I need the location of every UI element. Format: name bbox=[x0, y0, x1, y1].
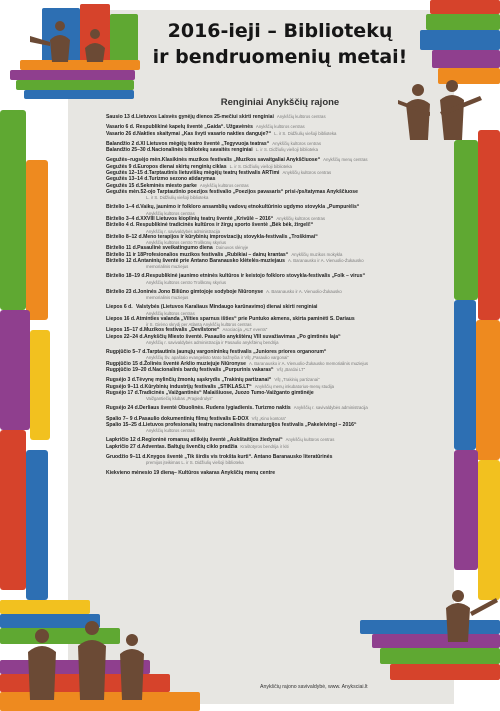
poster-footer: Anykščių rajono savivaldybė, www. Anyksciai.lt bbox=[260, 684, 368, 690]
event-row bbox=[106, 222, 406, 234]
event-organizer: Anykščių kultūros centras bbox=[276, 114, 326, 119]
event-organizer-line: memorialinis muziejus bbox=[146, 295, 189, 301]
event-title: Tarptautinis lietuviškų mėgėjų teatrų festivalis ARTimi bbox=[148, 170, 280, 177]
event-title: Respublikinė tradicinės kultūros ir žirgų sporto šventė „Bėk bėk, žirgeli!“ bbox=[136, 222, 314, 229]
event-title: Joninės Jono Biliūno gimtojoje sodyboje Niūronyse bbox=[137, 288, 264, 295]
event-title: Atminties valanda „Vilties sparnus išties“ prie Puntuko akmens, skirta paminėti S. Dariaus bbox=[136, 315, 355, 322]
event-date: Gegužės 12–15 d. bbox=[106, 170, 149, 177]
event-date: Gruodžio 9–11 d. bbox=[106, 454, 147, 461]
event-date: Rugsėjo 17 d. bbox=[106, 389, 140, 396]
event-title: Knygos šventė „Tik širdis vis trokšta kurti“. Antano Baranausko literatūrinės bbox=[146, 454, 333, 461]
event-organizer: VšĮ „Trakinių partizanai“ bbox=[274, 377, 320, 383]
event-organizer-line: Anykščių r. savivaldybės administracija ir Pasaulio anykštėnų bendrija bbox=[146, 339, 279, 345]
event-title: Muzikos festivalis „Devilstone“ bbox=[143, 327, 220, 334]
event-date: Rugsėjo 24 d. bbox=[106, 405, 140, 412]
event-organizer: Anykščių r. savivaldybės administracija bbox=[293, 405, 368, 411]
event-title: XI Lietuvos mėgėjų teatro šventė „Tegyvuoja teatras“ bbox=[140, 140, 270, 147]
event-date: Vasario 6 d. bbox=[106, 124, 135, 131]
event-row bbox=[106, 258, 406, 270]
event-row bbox=[106, 289, 406, 301]
event-date: Birželio 1–4 d. bbox=[106, 204, 141, 211]
event-title: Antaninių šventė prie Antano Baranausko klėtelės-muziejaus bbox=[137, 257, 285, 264]
event-date: Spalio 15–25 d. bbox=[106, 421, 143, 428]
poster-title-line-1: 2016-ieji – Bibliotekų bbox=[167, 20, 393, 42]
event-date: Rugpjūčio 19–20 d. bbox=[106, 366, 153, 373]
event-date: Balandžio 2 d. bbox=[106, 140, 141, 147]
event-organizer: L. ir S. Didžiulių viešoji biblioteka bbox=[274, 130, 337, 136]
event-row bbox=[106, 422, 406, 434]
event-date: Rugsėjo 9–11 d. bbox=[106, 383, 145, 390]
event-date: Birželio 18–19 d. bbox=[106, 273, 146, 280]
event-row bbox=[106, 390, 406, 402]
event-date: Birželio 12 d. bbox=[106, 257, 138, 264]
event-date: Rugpjūčio 5–7 d. bbox=[106, 349, 147, 356]
event-organizer: A. Baranausko ir A. Vienuolio-Žukausko bbox=[266, 288, 342, 294]
event-organizer: VšĮ „Kino kontora“ bbox=[251, 415, 287, 421]
book-stack-top-left bbox=[10, 4, 140, 99]
event-organizer: Anykščių muzikos mokykla bbox=[291, 251, 343, 257]
event-title: Profesionalios muzikos festivalis „Rubikiai – dainų krantas“ bbox=[143, 251, 289, 258]
event-organizer: Anykščių menų centras bbox=[323, 157, 368, 163]
event-date: Birželio 3–4 d. bbox=[106, 215, 141, 222]
event-date: Rugsėjo 3 d. bbox=[106, 377, 137, 384]
event-date: Gegužės 15 d. bbox=[106, 182, 141, 189]
poster-subtitle: Renginiai Anykščių rajone bbox=[220, 97, 340, 108]
event-row bbox=[106, 367, 406, 373]
event-date: Lapkričio 12 d. bbox=[106, 437, 142, 444]
event-row bbox=[106, 454, 406, 466]
event-date: Rugpjūčio 15 d. bbox=[106, 360, 144, 367]
event-title: – Kultūros vakaras Anykščių menų centre bbox=[173, 469, 276, 476]
event-organizer-line: Anykščių kultūros centro Troškūnų skyrius bbox=[146, 240, 226, 246]
event-organizer-line: Anykščių kultūros centro Troškūnų skyrius bbox=[146, 279, 226, 285]
event-date: Gegužės 9 d. bbox=[106, 163, 138, 170]
event-row bbox=[106, 204, 406, 216]
event-date: Birželio 11 ir 18 bbox=[106, 251, 144, 258]
event-date: Birželio 23 d. bbox=[106, 288, 138, 295]
event-title: Klasikinės muzikos festivalis „Muzikos savaitgaliai Anykščiuose“ bbox=[161, 157, 321, 164]
event-organizer-line: L. ir S. Didžiulių viešoji biblioteka bbox=[146, 195, 209, 201]
event-organizer-line: ir S. Girėno skrydį per Atlantą Anykščių kultūros centras bbox=[146, 322, 252, 328]
event-title: Respublikinė kapelų šventė „Gaida“. Užgavėnės bbox=[136, 124, 253, 131]
event-row bbox=[106, 470, 406, 476]
event-title: Meno terapijos ir kūrybinių improvizacijų stovykla-festivalis „Troškimai“ bbox=[143, 233, 318, 240]
event-organizer: A. Baranausko ir A. Vienuolio-Žukausko memorialinis muziejus bbox=[248, 360, 369, 366]
event-organizer-line: Anykščių r. savivaldybės administracija bbox=[146, 228, 221, 234]
event-organizer: Asociacija „ALT events“ bbox=[222, 327, 268, 333]
event-date: Birželio 11 d. bbox=[106, 245, 138, 252]
poster-title-line-2: ir bendruomenių metai! bbox=[152, 46, 408, 68]
event-row bbox=[106, 444, 406, 450]
event-row bbox=[106, 334, 406, 346]
event-title: Nacionalinės bibliotekų savaitės renginiai bbox=[151, 147, 253, 154]
event-organizer-line: Anykščių kultūros centras bbox=[146, 428, 195, 434]
event-row bbox=[106, 316, 406, 328]
event-date: Kiekvieno mėnesio 19 dieną bbox=[106, 469, 174, 476]
event-title: XXVIII Lietuvos kioplinių teatrų šventė „Krivūlė – 2016“ bbox=[140, 215, 274, 222]
event-row bbox=[106, 349, 406, 361]
event-organizer: Anykščių menų inkubatorius-menų studija bbox=[254, 383, 334, 389]
event-title: Pasaulinė sveikatingumo diena bbox=[137, 245, 213, 252]
event-row bbox=[106, 147, 406, 153]
event-date: Spalio 7– 9 d. bbox=[106, 415, 139, 422]
event-row bbox=[106, 189, 406, 201]
event-title: Europos dienai skirtų renginių ciklas bbox=[137, 163, 227, 170]
event-organizer-line: Anykščių kultūros centras bbox=[146, 310, 195, 316]
event-title: Žolinės šventė Arklio muziejuje Niūronyse bbox=[143, 360, 246, 367]
event-organizer-line: memorialinis muziejus bbox=[146, 264, 189, 270]
event-organizer: Anykščių kultūros centras bbox=[276, 215, 326, 221]
event-row bbox=[106, 304, 406, 316]
event-title: Anykščių Miesto šventė. Pasaulio anykštėnų VIII suvažiavimas „Po gimtinės laja“ bbox=[143, 333, 341, 340]
event-title: Lietuvos Laisvės gynėjų dienos 25-mečiui skirti renginiai bbox=[136, 114, 274, 120]
event-title: Vaikų, jaunimo ir folkloro ansamblių vadovų etnokultūrinio ugdymo stovykla „Pumpurėlis“ bbox=[140, 204, 360, 211]
event-date: Gegužės 13–14 d. bbox=[106, 176, 149, 183]
event-organizer: Anykščių kultūros centras bbox=[255, 124, 305, 130]
event-title: Sekminės miesto parke bbox=[140, 182, 197, 189]
event-organizer-line: Vaižgantiečių klubas „Pragiedrulys“ bbox=[146, 396, 213, 402]
event-organizer: L. ir S. Didžiulių viešoji biblioteka bbox=[255, 147, 318, 153]
event-title: Tėvynę mylinčių žmonių sąskrydis „Trakinių partizanai“ bbox=[136, 377, 272, 384]
event-date: Vasario 26 d. bbox=[106, 130, 138, 137]
event-title: Kūrybinių industrijų festivalis „STIKLAS.LT“ bbox=[144, 383, 252, 390]
event-title: Tradicinės „Vaižgantinės“ Malaišiuose, Juozo Tumo-Vaižganto gimtinėje bbox=[139, 389, 314, 396]
event-organizer: L. ir S. Didžiulių viešoji biblioteka bbox=[229, 163, 292, 169]
event-organizer: Dainuvos slėnyje bbox=[215, 245, 249, 251]
event-row bbox=[106, 234, 406, 246]
event-date: Lapkričio 27 d. bbox=[106, 443, 142, 450]
event-date: Birželio 4 d. bbox=[106, 222, 135, 229]
event-date: Liepos 22–24 d. bbox=[106, 333, 144, 340]
event-date: Sausio 13 d. bbox=[106, 114, 136, 120]
event-title: Lietuvos profesionalių teatrų nacionalinės dramaturgijos festivalis „Pakeleivingi – 2016“ bbox=[142, 421, 357, 428]
book-spines-left bbox=[0, 110, 50, 600]
event-title: Turizmo sezono atidarymas bbox=[148, 176, 216, 183]
event-date: Liepos 15–17 d. bbox=[106, 327, 144, 334]
event-row bbox=[106, 114, 406, 120]
event-organizer: Anykščių kultūros centras bbox=[272, 140, 321, 146]
event-title: Nacionalinis bardų festivalis „Purpurinis vakaras“ bbox=[152, 366, 274, 373]
event-organizer: Anykščių kultūros centras bbox=[285, 437, 335, 443]
event-date: Liepos 16 d. bbox=[106, 315, 136, 322]
event-organizer: VšĮ „Bardai LT“ bbox=[276, 366, 306, 372]
event-row bbox=[106, 131, 406, 137]
event-title: Pasaulio dokumentinių filmų festivalis E-DOX bbox=[138, 415, 249, 422]
event-list bbox=[106, 114, 406, 476]
event-date: Gegužės–rugsėjo mėn. bbox=[106, 157, 162, 164]
event-date: Birželio 8–12 d. bbox=[106, 233, 144, 240]
event-organizer: Anykščių kultūros centras bbox=[282, 170, 332, 176]
event-organizer: A. Baranausko ir A. Vienuolio-Žukausko bbox=[288, 257, 364, 263]
event-title: Tarptautinis jaunųjų vargonininkų festivalis „Juniores priores organorum“ bbox=[146, 349, 327, 356]
book-spines-right bbox=[454, 130, 500, 600]
event-date: Gegužės mėn. bbox=[106, 188, 141, 195]
event-title: Adventas. Baltųjų švenčių ciklo pradžia bbox=[141, 443, 238, 450]
event-title: Nakties skaitymai „Kas švyti vasario nakties danguje?“ bbox=[137, 130, 272, 137]
event-title: 52-ojo Tarptautinio poezijos festivalio „Poezijos pavasaris“ prisi-/ps/tatymas Anykščiuose bbox=[140, 188, 358, 195]
event-organizer: Anykščių kultūros centras bbox=[199, 182, 249, 188]
event-date: Balandžio 25–30 d. bbox=[106, 147, 152, 154]
event-title: Valstybės (Lietuvos Karaliaus Mindaugo karūnavimo) dienai skirti renginiai bbox=[136, 304, 318, 311]
event-title: Regioninė romansų atlikėjų šventė „Aukštaitijos žiedynai“ bbox=[141, 437, 283, 444]
event-organizer-line: Anykščių kultūros centras bbox=[146, 210, 195, 216]
event-row bbox=[106, 273, 406, 285]
event-date: Liepos 6 d. bbox=[106, 304, 133, 311]
event-organizer: Kraštotyros bendrija ir kiti bbox=[240, 443, 289, 449]
event-title: Derliaus šventė Obuolinės. Rudens lygiadienis. Turizmo naktis bbox=[139, 405, 291, 412]
event-title: Respublikinė jaunimo etninės kultūros ir keistojo folkloro stovykla-festivalis „Folk – virus“ bbox=[145, 273, 366, 280]
event-organizer-line: premijos įteikimas L. ir S. Didžiulių viešoji biblioteka bbox=[146, 460, 244, 466]
event-organizer-line: Anykščių Šv. apaštalo evangelisto Mato bažnyčia ir VšĮ „Pasaulio vargonai“ bbox=[146, 355, 289, 361]
event-row bbox=[106, 405, 406, 411]
